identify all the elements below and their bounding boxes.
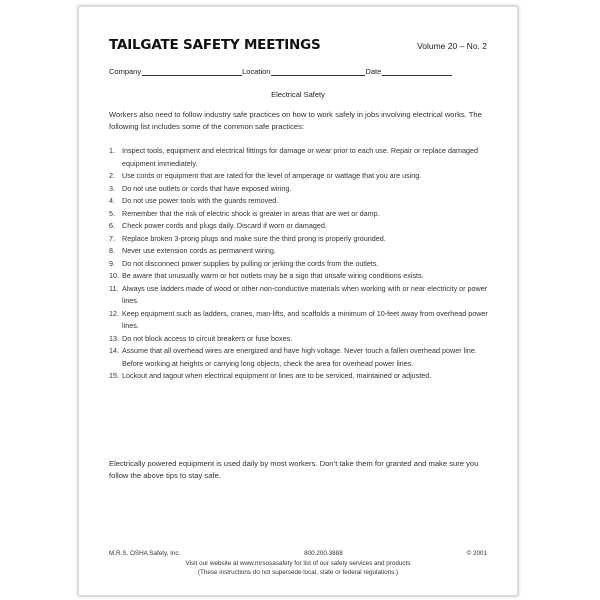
safety-practices-list (109, 145, 491, 383)
list-item-text: Do not use outlets or cords that have exposed wiring. (122, 183, 292, 193)
list-item-number: 13. (109, 333, 119, 343)
document-page (78, 6, 518, 596)
closing-paragraph: Electrically powered equipment is used daily by most workers. Don’t take them for granted and make sure you follow the above tips to stay safe. (109, 459, 479, 480)
list-item (109, 220, 491, 233)
footer-contact-row (109, 550, 487, 557)
list-item-text: Assume that all overhead wires are energized and have high voltage. Never touch a fallen overhead power line. Before working at heights or carrying long objects, check the area for overhead power lines. (122, 346, 477, 368)
form-fields (109, 67, 487, 76)
section-subtitle: Electrical Safety (271, 90, 325, 99)
list-item (109, 258, 491, 271)
list-item-text: Keep equipment such as ladders, cranes, man-lifts, and scaffolds a minimum of 10-feet away from overhead power lines. (122, 308, 488, 330)
list-item-text: Lockout and tagout when electrical equipment or lines are to be serviced, maintained or adjusted. (122, 371, 432, 380)
date-blank[interactable] (382, 67, 452, 76)
location-blank[interactable] (271, 67, 365, 76)
intro-paragraph: Workers also need to follow industry safe practices on how to work safely in jobs involving electrical works. The following list includes some of the common safe practices: (109, 110, 482, 131)
location-label: Location (242, 67, 271, 76)
list-item-text: Replace broken 3-prong plugs and make sure the third prong is properly grounded. (122, 233, 386, 243)
list-item (109, 345, 491, 370)
list-item-number: 3. (109, 183, 115, 193)
location-field[interactable] (242, 67, 365, 76)
list-item-text: Never use extension cords as permanent wiring. (122, 246, 276, 255)
list-item-number: 12. (109, 308, 119, 318)
list-item-number: 4. (109, 196, 115, 205)
list-item-number: 10. (109, 271, 119, 280)
list-item (109, 195, 491, 208)
list-item (109, 333, 491, 346)
list-item (109, 270, 491, 283)
list-item (109, 308, 491, 333)
list-item-text: Be aware that unusually warm or hot outlets may be a sign that unsafe wiring conditions exists. (122, 271, 424, 280)
list-item (109, 208, 491, 221)
date-label: Date (365, 67, 382, 76)
list-item-text: Do not use power tools with the guards removed. (122, 196, 279, 205)
date-field[interactable] (365, 67, 452, 76)
document-title: TAILGATE SAFETY MEETINGS (109, 37, 321, 53)
footer-copyright: © 2001 (466, 550, 487, 557)
list-item-text: Do not block access to circuit breakers or fuse boxes. (122, 333, 293, 343)
list-item (109, 145, 491, 170)
list-item-text: Remember that the risk of electric shock is greater in areas that are wet or damp. (122, 208, 380, 218)
list-item-number: 8. (109, 246, 115, 255)
list-item-text: Always use ladders made of wood or other non-conductive materials when working with or near electricity or power lines. (122, 283, 488, 305)
list-item-number: 5. (109, 208, 115, 218)
list-item-text: Inspect tools, equipment and electrical fittings for damage or wear prior to each use. Repair or replace damaged equipment immediately. (122, 146, 478, 168)
footer-disclaimer: (These instructions do not supersede local, state or federal regulations.) (197, 569, 399, 576)
company-blank[interactable] (142, 67, 242, 76)
list-item-text: Use cords or equipment that are rated for the level of amperage or wattage that you are using. (122, 171, 422, 180)
company-label: Company (109, 67, 142, 76)
volume-number: Volume 20 – No. 2 (417, 41, 487, 51)
list-item-number: 6. (109, 221, 115, 230)
list-item-number: 9. (109, 258, 115, 268)
list-item-number: 11. (109, 283, 119, 293)
list-item (109, 183, 491, 196)
list-item (109, 370, 491, 383)
footer-company: M.R.S. OSHA Safety, Inc. (109, 550, 181, 557)
list-item (109, 233, 491, 246)
company-field[interactable] (109, 67, 242, 76)
list-item (109, 283, 491, 308)
document-header (109, 37, 487, 53)
list-item-text: Check power cords and plugs daily. Discard if worn or damaged. (122, 221, 327, 230)
list-item-number: 2. (109, 171, 115, 180)
list-item-number: 7. (109, 233, 115, 243)
list-item (109, 245, 491, 258)
list-item (109, 170, 491, 183)
list-item-text: Do not disconnect power supplies by pulling or jerking the cords from the outlets. (122, 258, 379, 268)
footer-website-note: Visit our website at www.mrsosasafety for list of our safety services and products (185, 560, 411, 567)
list-item-number: 14. (109, 346, 119, 355)
footer-phone: 800.200.3888 (304, 550, 343, 557)
list-item-number: 15. (109, 371, 119, 380)
list-item-number: 1. (109, 146, 115, 155)
